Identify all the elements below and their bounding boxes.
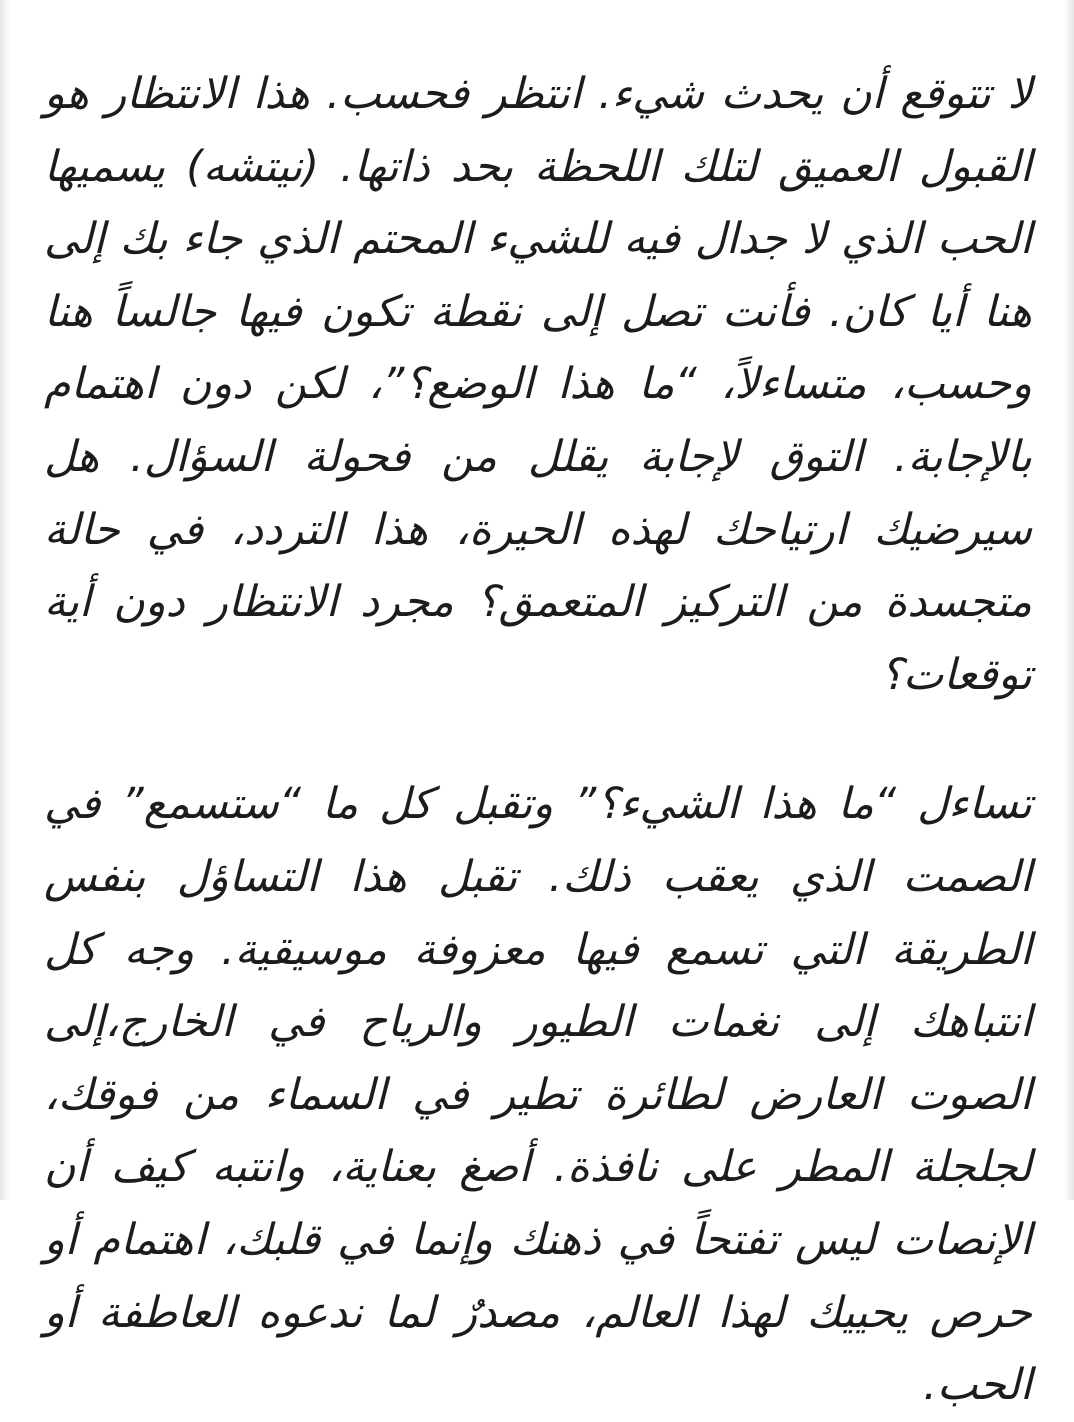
left-page-edge	[0, 0, 10, 1200]
document-text	[44, 58, 1032, 1422]
paragraph-2: تساءل “ما هذا الشيء؟” وتقبل كل ما “ستسمع” في الصمت الذي يعقب ذلك. تقبل هذا التساؤل بنفس الطريقة التي تسمع فيها معزوفة موسيقية. وجه كل انتباهك إلى نغمات الطيور والرياح في الخارج،إلى الصوت العارض لطائرة تطير في السماء من فوقك، لجلجلة المطر على نافذة. أصغ بعناية، وانتبه كيف أن الإنصات ليس تفتحاً في ذهنك وإنما في قلبك، اهتمام أو حرص يحييك لهذا العالم، مصدرٌ لما ندعوه العاطفة أو الحب.	[44, 779, 1032, 1411]
paragraph-1: لا تتوقع أن يحدث شيء. انتظر فحسب. هذا الانتظار هو القبول العميق لتلك اللحظة بحد ذاتها. (نيتشه) يسميها الحب الذي لا جدال فيه للشيء المحتم الذي جاء بك إلى هنا أيا كان. فأنت تصل إلى نقطة تكون فيها جالساً هنا وحسب، متساءلاً، “ما هذا الوضع؟”، لكن دون اهتمام بالإجابة. التوق لإجابة يقلل من فحولة السؤال. هل سيرضيك ارتياحك لهذه الحيرة، هذا التردد، في حالة متجسدة من التركيز المتعمق؟ مجرد الانتظار دون أية توقعات؟	[44, 69, 1032, 700]
right-page-edge	[1064, 0, 1074, 1200]
